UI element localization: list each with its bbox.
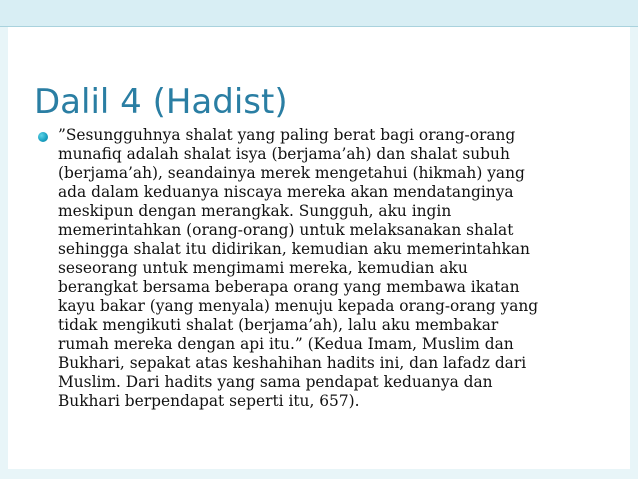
bullet-text: ”Sesungguhnya shalat yang paling berat bagi orang-orang munafiq adalah shalat isya (berjama’ah) dan shalat subuh (berjama’ah), seandainya merek mengetahui (hikmah) yang ada dalam keduanya niscaya mereka akan mendatanginya meskipun dengan merangkak. Sungguh, aku ingin memerintahkan (orang-orang) untuk melaksanakan shalat sehingga shalat itu didirikan, kemudian aku memerintahkan seseorang untuk mengimami mereka, kemudian aku berangkat bersama beberapa orang yang membawa ikatan kayu bakar (yang menyala) menuju kepada orang-orang yang tidak mengikuti shalat (berjama’ah), lalu aku membakar rumah mereka dengan api itu.” (Kedua Imam, Muslim dan Bukhari, sepakat atas keshahihan hadits ini, dan lafadz dari Muslim. Dari hadits yang sama pendapat keduanya dan Bukhari berpendapat seperti itu, 657).: [58, 126, 539, 410]
bullet-item: [36, 126, 598, 411]
top-decorative-band: [0, 0, 638, 26]
top-divider-line: [0, 26, 638, 27]
right-border: [630, 27, 638, 479]
left-border: [0, 27, 8, 479]
slide-content: [36, 126, 598, 411]
slide-title: Dalil 4 (Hadist): [34, 82, 288, 122]
bullet-icon: [38, 132, 48, 142]
bottom-border: [0, 469, 638, 479]
